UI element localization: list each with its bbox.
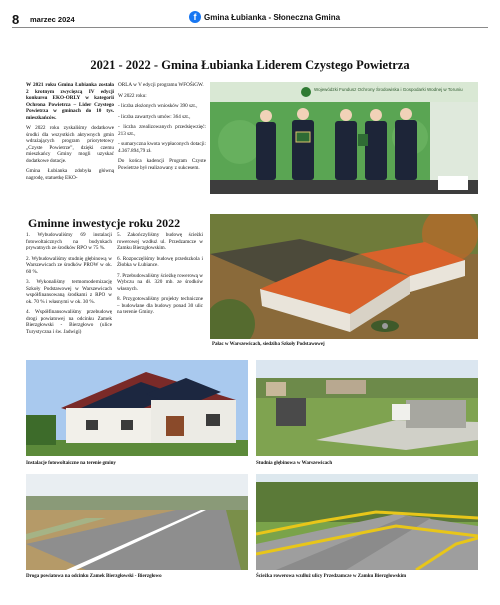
- road-photo-caption: Droga powiatowa na odcinku Zamek Bierzgłowski - Bierzgłowo: [26, 574, 162, 579]
- facebook-link[interactable]: [189, 11, 340, 23]
- issue-date: marzec 2024: [30, 15, 75, 24]
- list-item: 3. Wykonaliśmy termomodernizację Szkoły Podstawowej w Warszewicach współfinansowaną środkami z RPO w ok. 70 % i własnymi w ok. 30 %.: [26, 279, 112, 305]
- article-paragraph: W 2022 roku zyskaliśmy dodatkowe środki dla wszystkich aktywnych gmin wdrażających program priorytetowy „Czyste Powietrze”, dzięki czemu mieszkańcy Gminy mogli uzyskać dodatkowe dotacje.: [26, 125, 114, 164]
- award-ceremony-photo: [210, 82, 478, 194]
- county-road-photo: [26, 474, 248, 570]
- article-column-1: [26, 82, 114, 185]
- well-photo-caption: Studnia głębinowa w Warszewicach: [256, 461, 333, 466]
- bike-path-photo: [256, 474, 478, 570]
- list-item: 8. Przygotowaliśmy projekty techniczne – budowlane dla budowy ponad 30 ulic na terenie Gminy.: [117, 296, 203, 315]
- palace-photo-caption: Pałac w Warszewicach, siedziba Szkoły Podstawowej: [212, 342, 325, 347]
- investments-column-1: [26, 232, 112, 339]
- facebook-icon: f: [189, 11, 201, 23]
- article-title: 2021 - 2022 - Gmina Łubianka Liderem Czystego Powietrza: [90, 58, 410, 72]
- article-paragraph: Gmina Łubianka zdobyła główną nagrodę, statuetkę EKO-: [26, 168, 114, 181]
- deep-well-photo: [256, 360, 478, 456]
- list-item: 4. Współfinansowaliśmy przebudowę drogi powiatowej na odcinku Zamek Bierzgłowski - Bierzgłowo (ulice Turystyczna i św. Jadwigi): [26, 309, 112, 335]
- article-paragraph: Do końca kadencji Program Czyste Powietrze był realizowany z sukcesem.: [118, 158, 206, 171]
- palace-aerial-photo: [210, 214, 478, 339]
- section-title: Gminne inwestycje roku 2022: [28, 216, 181, 230]
- stat-item: - sumaryczna kwota wypłaconych dotacji: 4.367.894,79 zł.: [118, 141, 206, 154]
- article-paragraph: W 2022 roku:: [118, 92, 147, 99]
- list-item: 7. Przebudowaliśmy ścieżkę rowerową w Wybczu na dł. 320 mb. ze środków własnych.: [117, 272, 203, 292]
- page-number: 8: [12, 12, 20, 27]
- stat-item: - liczba złożonych wniosków 390 szt.,: [118, 103, 198, 109]
- article-paragraph: ORLA w V edycji programu WFOŚiGW.: [118, 82, 204, 88]
- bike-path-photo-caption: Ścieżka rowerowa wzdłuż ulicy Przedzamcze w Zamku Bierzgłowskim: [256, 574, 407, 579]
- header-divider: [12, 27, 488, 28]
- banner-text: Wojewódzki Fundusz Ochrony Środowiska i Gospodarki Wodnej w Toruniu: [314, 87, 463, 92]
- solar-photo-caption: Instalacje fotowoltaiczne na terenie gminy: [26, 461, 116, 466]
- article-column-2: [118, 82, 206, 175]
- list-item: 6. Rozpoczęliśmy budowę przedszkola i Żłobka w Łubiance.: [117, 255, 203, 268]
- article-lead: W 2021 roku Gmina Łubianka została 2 krotnym zwycięzcą IV edycji konkursu EKO-ORLY w kategorii Ochrona Powietrza – Lider Czystego Powietrza w gminach do 10 tys. mieszkańców.: [26, 82, 114, 121]
- stat-item: - liczba zawartych umów: 364 szt.,: [118, 113, 191, 120]
- stat-item: - liczba zrealizowanych przedsięwzięć: 213 szt.,: [118, 124, 206, 137]
- facebook-label: Gmina Łubianka - Słoneczna Gmina: [204, 12, 341, 22]
- list-item: 1. Wybudowaliśmy 69 instalacji fotowoltaicznych na budynkach prywatnych ze środków RPO w 75 %.: [26, 232, 112, 251]
- investments-column-2: [117, 232, 203, 320]
- list-item: 2. Wybudowaliśmy studnię głębinową w Warszewicach ze środków PROW w ok. 60 %.: [26, 255, 112, 275]
- list-item: 5. Zakończyliśmy budowę ścieżki rowerowej wzdłuż ul. Przedzamcze w Zamku Bierzgłowskim.: [117, 232, 203, 251]
- solar-panels-photo: [26, 360, 248, 456]
